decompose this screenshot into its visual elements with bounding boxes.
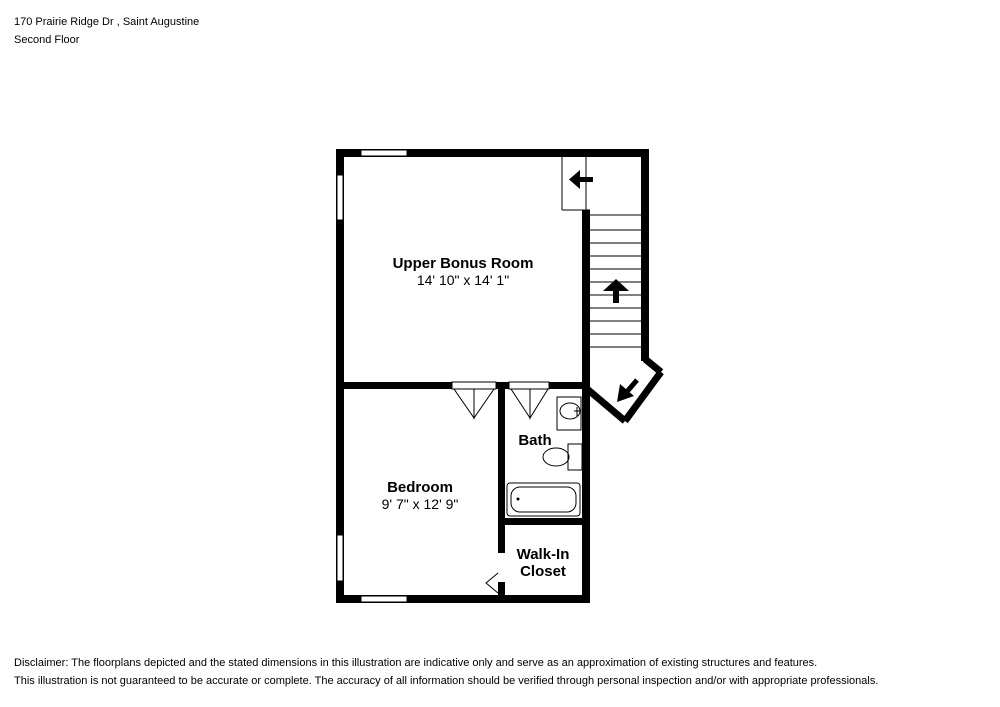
walls — [336, 149, 661, 603]
upper-bonus-room-dims: 14' 10" x 14' 1" — [416, 272, 510, 288]
bedroom-dims: 9' 7" x 12' 9" — [381, 496, 459, 512]
staircase — [562, 157, 641, 347]
bath-name: Bath — [518, 432, 552, 449]
arrow-up-icon — [603, 279, 629, 303]
sink-icon — [557, 397, 581, 430]
arrow-left-icon — [569, 170, 593, 189]
disclaimer-line-2: This illustration is not guaranteed to be accurate or complete. The accuracy of all information should be verified through personal inspection and/or with appropriate professionals. — [14, 675, 879, 687]
windows — [337, 150, 407, 602]
floor-label: Second Floor — [14, 34, 80, 46]
room-labels — [382, 255, 570, 580]
closet-name-line2: Closet — [520, 563, 566, 580]
upper-bonus-room-name: Upper Bonus Room — [392, 255, 534, 272]
bedroom-name: Bedroom — [387, 479, 453, 496]
disclaimer-line-1: Disclaimer: The floorplans depicted and the stated dimensions in this illustration are indicative only and serve as an approximation of existing structures and features. — [14, 657, 818, 669]
closet-name-line1: Walk-In — [516, 546, 570, 563]
bathtub-icon — [507, 483, 580, 516]
arrow-diagonal-icon — [617, 380, 637, 402]
property-address: 170 Prairie Ridge Dr , Saint Augustine — [14, 16, 200, 28]
stair-arrows — [569, 170, 637, 402]
bath-fixtures — [507, 397, 582, 516]
